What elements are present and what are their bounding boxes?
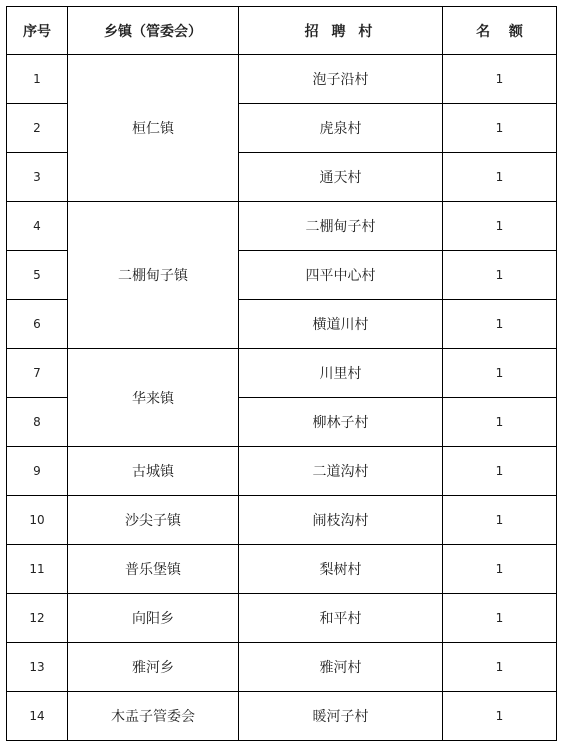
village-cell: 柳林子村 — [239, 398, 443, 447]
seq-cell: 8 — [7, 398, 68, 447]
quota-cell: 1 — [443, 104, 557, 153]
town-cell: 雅河乡 — [68, 643, 239, 692]
table-row — [7, 692, 557, 741]
quota-cell: 1 — [443, 447, 557, 496]
village-cell: 闹枝沟村 — [239, 496, 443, 545]
seq-cell: 3 — [7, 153, 68, 202]
quota-cell: 1 — [443, 545, 557, 594]
seq-cell: 14 — [7, 692, 68, 741]
seq-cell: 11 — [7, 545, 68, 594]
table-body — [7, 55, 557, 741]
header-seq: 序号 — [7, 7, 68, 55]
village-cell: 二棚甸子村 — [239, 202, 443, 251]
quota-cell: 1 — [443, 398, 557, 447]
seq-cell: 12 — [7, 594, 68, 643]
quota-cell: 1 — [443, 153, 557, 202]
quota-cell: 1 — [443, 692, 557, 741]
village-cell: 和平村 — [239, 594, 443, 643]
table-row — [7, 545, 557, 594]
town-cell: 桓仁镇 — [68, 55, 239, 202]
seq-cell: 7 — [7, 349, 68, 398]
header-row — [7, 7, 557, 55]
quota-cell: 1 — [443, 496, 557, 545]
village-cell: 通天村 — [239, 153, 443, 202]
table-row — [7, 496, 557, 545]
seq-cell: 4 — [7, 202, 68, 251]
village-cell: 四平中心村 — [239, 251, 443, 300]
seq-cell: 2 — [7, 104, 68, 153]
village-cell: 梨树村 — [239, 545, 443, 594]
town-cell: 古城镇 — [68, 447, 239, 496]
recruitment-table — [6, 6, 557, 741]
village-cell: 雅河村 — [239, 643, 443, 692]
seq-cell: 13 — [7, 643, 68, 692]
quota-cell: 1 — [443, 349, 557, 398]
village-cell: 暖河子村 — [239, 692, 443, 741]
header-town: 乡镇（管委会） — [68, 7, 239, 55]
table-row — [7, 643, 557, 692]
table-row — [7, 55, 557, 104]
quota-cell: 1 — [443, 55, 557, 104]
seq-cell: 10 — [7, 496, 68, 545]
town-cell: 沙尖子镇 — [68, 496, 239, 545]
seq-cell: 1 — [7, 55, 68, 104]
table-row — [7, 594, 557, 643]
quota-cell: 1 — [443, 594, 557, 643]
table-row — [7, 447, 557, 496]
seq-cell: 9 — [7, 447, 68, 496]
quota-cell: 1 — [443, 251, 557, 300]
header-quota: 名 额 — [443, 7, 557, 55]
header-village: 招 聘 村 — [239, 7, 443, 55]
town-cell: 向阳乡 — [68, 594, 239, 643]
town-cell: 二棚甸子镇 — [68, 202, 239, 349]
table-row — [7, 202, 557, 251]
village-cell: 二道沟村 — [239, 447, 443, 496]
seq-cell: 5 — [7, 251, 68, 300]
town-cell: 华来镇 — [68, 349, 239, 447]
quota-cell: 1 — [443, 300, 557, 349]
town-cell: 木盂子管委会 — [68, 692, 239, 741]
village-cell: 虎泉村 — [239, 104, 443, 153]
village-cell: 川里村 — [239, 349, 443, 398]
quota-cell: 1 — [443, 202, 557, 251]
village-cell: 横道川村 — [239, 300, 443, 349]
town-cell: 普乐堡镇 — [68, 545, 239, 594]
village-cell: 泡子沿村 — [239, 55, 443, 104]
seq-cell: 6 — [7, 300, 68, 349]
quota-cell: 1 — [443, 643, 557, 692]
table-row — [7, 349, 557, 398]
